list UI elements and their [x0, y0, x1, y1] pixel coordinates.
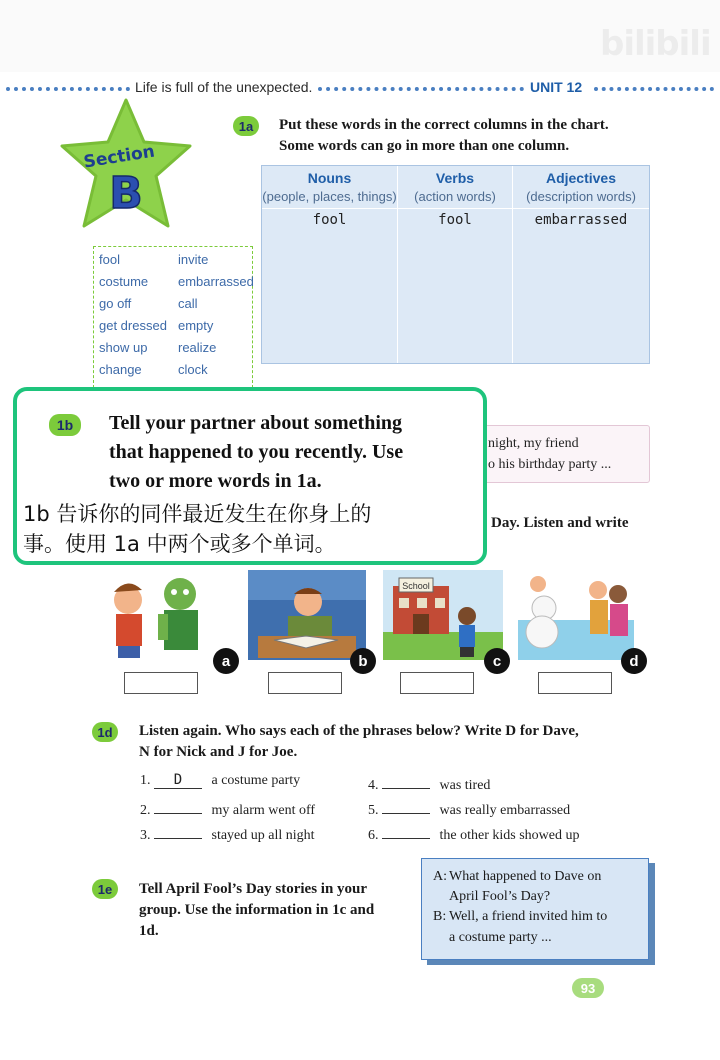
column-subheading: (people, places, things)	[262, 189, 397, 209]
dialog-b-line1: Well, a friend invited him to	[449, 909, 608, 924]
instruction-1e-line2: group. Use the information in 1c and	[139, 902, 375, 918]
overlay-chinese-line2: 事。使用 1a 中两个或多个单词。	[23, 532, 336, 556]
phrase-item	[368, 772, 490, 794]
header-dots-left	[6, 87, 130, 91]
phrase-answer-blank[interactable]	[382, 797, 430, 814]
column-heading: Nouns	[307, 170, 352, 186]
phrase-answer-blank[interactable]	[154, 797, 202, 814]
picture-c-empty-school	[383, 570, 503, 660]
header-dots-right	[594, 87, 714, 91]
picture-a-scared-boy	[100, 570, 218, 660]
phrase-text: was really embarrassed	[439, 803, 571, 818]
dialog-a-label: A:	[433, 869, 447, 884]
phrase-text: stayed up all night	[211, 828, 315, 843]
phrase-number: 6.	[368, 828, 379, 843]
example-bubble	[465, 425, 650, 483]
word-item: embarrassed	[178, 274, 254, 289]
word-item: show up	[99, 340, 148, 355]
picture-letter: b	[350, 648, 376, 674]
instruction-1c-partial: Day. Listen and write	[491, 515, 629, 531]
header-tagline: Life is full of the unexpected.	[135, 79, 313, 95]
instruction-1d-line2: N for Nick and J for Joe.	[139, 744, 298, 760]
answer-box-b[interactable]	[268, 672, 342, 694]
picture-letter: a	[213, 648, 239, 674]
instruction-1a-line2: Some words can go in more than one column.	[279, 138, 570, 154]
instruction-1d	[139, 721, 699, 763]
page-number: 93	[572, 978, 604, 998]
word-bank	[93, 246, 253, 388]
bubble-line2: o his birthday party ...	[488, 457, 612, 472]
phrase-answer-blank[interactable]	[154, 822, 202, 839]
answer-box-d[interactable]	[538, 672, 612, 694]
word-item: fool	[99, 252, 120, 267]
phrase-number: 3.	[140, 828, 151, 843]
word-chart	[261, 165, 650, 364]
phrase-number: 4.	[368, 778, 379, 793]
example-dialog	[421, 858, 649, 960]
instruction-1d-line1: Listen again. Who says each of the phrases below? Write D for Dave,	[139, 723, 579, 739]
chart-column-nouns	[262, 166, 398, 363]
column-subheading: (description words)	[513, 189, 649, 209]
instruction-1e-line3: 1d.	[139, 923, 159, 939]
section-b-star	[56, 96, 196, 234]
dialog-b-label: B:	[433, 909, 447, 924]
section-word: Section	[82, 141, 157, 173]
badge-1a: 1a	[233, 116, 259, 136]
word-item: change	[99, 362, 142, 377]
phrase-number: 5.	[368, 803, 379, 818]
word-item: invite	[178, 252, 209, 267]
phrase-number: 2.	[140, 803, 151, 818]
school-sign: School	[402, 581, 430, 591]
answer-box-c[interactable]	[400, 672, 474, 694]
phrase-item	[140, 797, 315, 819]
word-item: realize	[178, 340, 217, 355]
instruction-1e	[139, 879, 409, 942]
badge-1b: 1b	[49, 414, 81, 436]
word-item: go off	[99, 296, 132, 311]
bilibili-watermark: bilibili	[600, 24, 711, 64]
picture-b-reading-boy	[248, 570, 366, 660]
badge-1e: 1e	[92, 879, 118, 899]
phrase-item	[140, 822, 315, 844]
phrase-answer-blank[interactable]	[382, 822, 430, 839]
section-letter: B	[109, 168, 143, 219]
instruction-1a-line1: Put these words in the correct columns in the chart.	[279, 117, 609, 133]
overlay-line2: that happened to you recently. Use	[109, 441, 404, 463]
chart-column-adjectives	[513, 166, 649, 363]
instruction-1a	[279, 115, 699, 157]
picture-letter: d	[621, 648, 647, 674]
badge-1d: 1d	[92, 722, 118, 742]
overlay-chinese-line1: 1b 告诉你的同伴最近发生在你身上的	[23, 502, 372, 526]
column-answer[interactable]: fool	[438, 212, 472, 228]
column-heading: Adjectives	[545, 170, 617, 186]
phrase-text: was tired	[439, 778, 491, 793]
phrase-item	[368, 822, 579, 844]
bubble-line1: night, my friend	[488, 436, 579, 451]
column-heading: Verbs	[435, 170, 475, 186]
column-answer[interactable]: fool	[312, 212, 347, 228]
header-dots-middle	[318, 87, 524, 91]
word-item: clock	[178, 362, 208, 377]
word-item: get dressed	[99, 318, 167, 333]
unit-label: UNIT 12	[530, 79, 583, 95]
phrase-text: a costume party	[211, 773, 301, 788]
phrase-text: my alarm went off	[211, 803, 316, 818]
word-item: costume	[99, 274, 149, 289]
picture-d-costume-party	[518, 570, 634, 660]
phrase-item	[140, 772, 300, 789]
phrase-text: the other kids showed up	[439, 828, 580, 843]
dialog-a-line1: What happened to Dave on	[449, 869, 602, 884]
phrase-answer-blank[interactable]: D	[154, 772, 202, 789]
instruction-1e-line1: Tell April Fool’s Day stories in your	[139, 881, 368, 897]
word-item: empty	[178, 318, 214, 333]
overlay-line3: two or more words in 1a.	[109, 470, 322, 492]
dialog-b-line2: a costume party ...	[449, 930, 552, 945]
dialog-a-line2: April Fool’s Day?	[449, 889, 551, 904]
answer-box-a[interactable]	[124, 672, 198, 694]
column-subheading: (action words)	[398, 189, 512, 209]
phrase-item	[368, 797, 570, 819]
word-item: call	[178, 296, 198, 311]
phrase-number: 1.	[140, 773, 151, 788]
column-answer[interactable]: embarrassed	[534, 212, 628, 228]
chart-column-verbs	[398, 166, 513, 363]
phrase-answer-blank[interactable]	[382, 772, 430, 789]
picture-letter: c	[484, 648, 510, 674]
subtitle-overlay	[13, 387, 487, 565]
overlay-line1: Tell your partner about something	[109, 412, 402, 434]
